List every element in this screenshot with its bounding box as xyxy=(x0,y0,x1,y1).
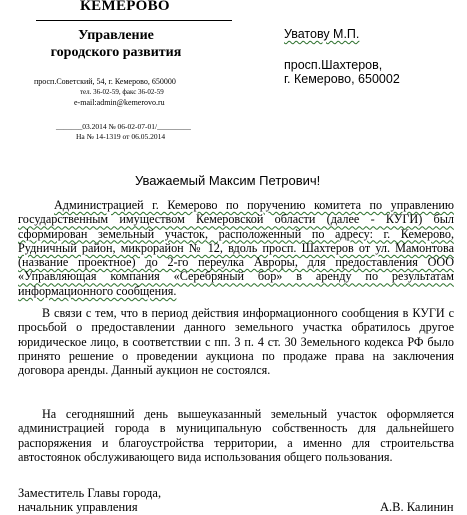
department-line1: Управление xyxy=(78,28,154,43)
paragraph-2 xyxy=(18,306,454,377)
department-line2: городского развития xyxy=(50,45,182,60)
header-rule xyxy=(36,20,232,21)
recipient-name: Уватову М.П. xyxy=(284,27,360,41)
paragraph-1-text: Администрацией г. Кемерово по поручению комитета по управлению государственным имуществом Кемеровской области (далее - КУГИ) был сформирован земельный участок, расположенный по адресу: г. Кемерово, Рудничный район, микрорайон № 12, вдоль просп. Шахтеров от ул. Мамонтова (название проектное) до 2-го переулка Авроры, для предоставления ООО «Управляющая компания «Серебряный бор» в аренду по результатам информационного сообщения. xyxy=(18,198,454,298)
city-title: КЕМЕРОВО xyxy=(80,0,170,14)
paragraph-1 xyxy=(18,198,454,298)
registration-number: _______03.2014 № 06-02-07-01/_________ xyxy=(56,122,191,131)
recipient-street: просп.Шахтеров, xyxy=(284,58,383,72)
in-reply-to: На № 14-1319 от 06.05.2014 xyxy=(76,132,166,141)
sender-phones: тел. 36-02-59, факс 36-02-59 xyxy=(80,88,164,96)
signer-position-line1: Заместитель Главы города, xyxy=(18,486,162,500)
paragraph-3 xyxy=(18,407,454,464)
signer-position-line2: начальник управления xyxy=(18,500,138,514)
sender-address: просп.Советский, 54, г. Кемерово, 650000 xyxy=(34,77,176,86)
paragraph-2-text: В связи с тем, что в период действия информационного сообщения в КУГИ с просьбой о предоставлении данного земельного участка обратилось другое юридическое лицо, в соответствии с пп. 3 п. 4 ст. 30 Земельного кодекса РФ было принято решение о проведении аукциона по продаже права на заключения договора аренды. Данный аукцион не состоялся. xyxy=(18,306,454,378)
paragraph-3-text: На сегодняшний день вышеуказанный земельный участок оформляется администрацией города в муниципальную собственность для дальнейшего распоряжения и благоустройства территории, а именно для строительства автостоянок обслуживающего вида использования общего пользования. xyxy=(18,407,454,464)
recipient-city: г. Кемерово, 650002 xyxy=(284,72,400,86)
signer-name: А.В. Калинин xyxy=(380,500,454,514)
sender-email: e-mail:admin@kemerovo.ru xyxy=(74,98,165,107)
greeting: Уважаемый Максим Петрович! xyxy=(135,173,321,188)
